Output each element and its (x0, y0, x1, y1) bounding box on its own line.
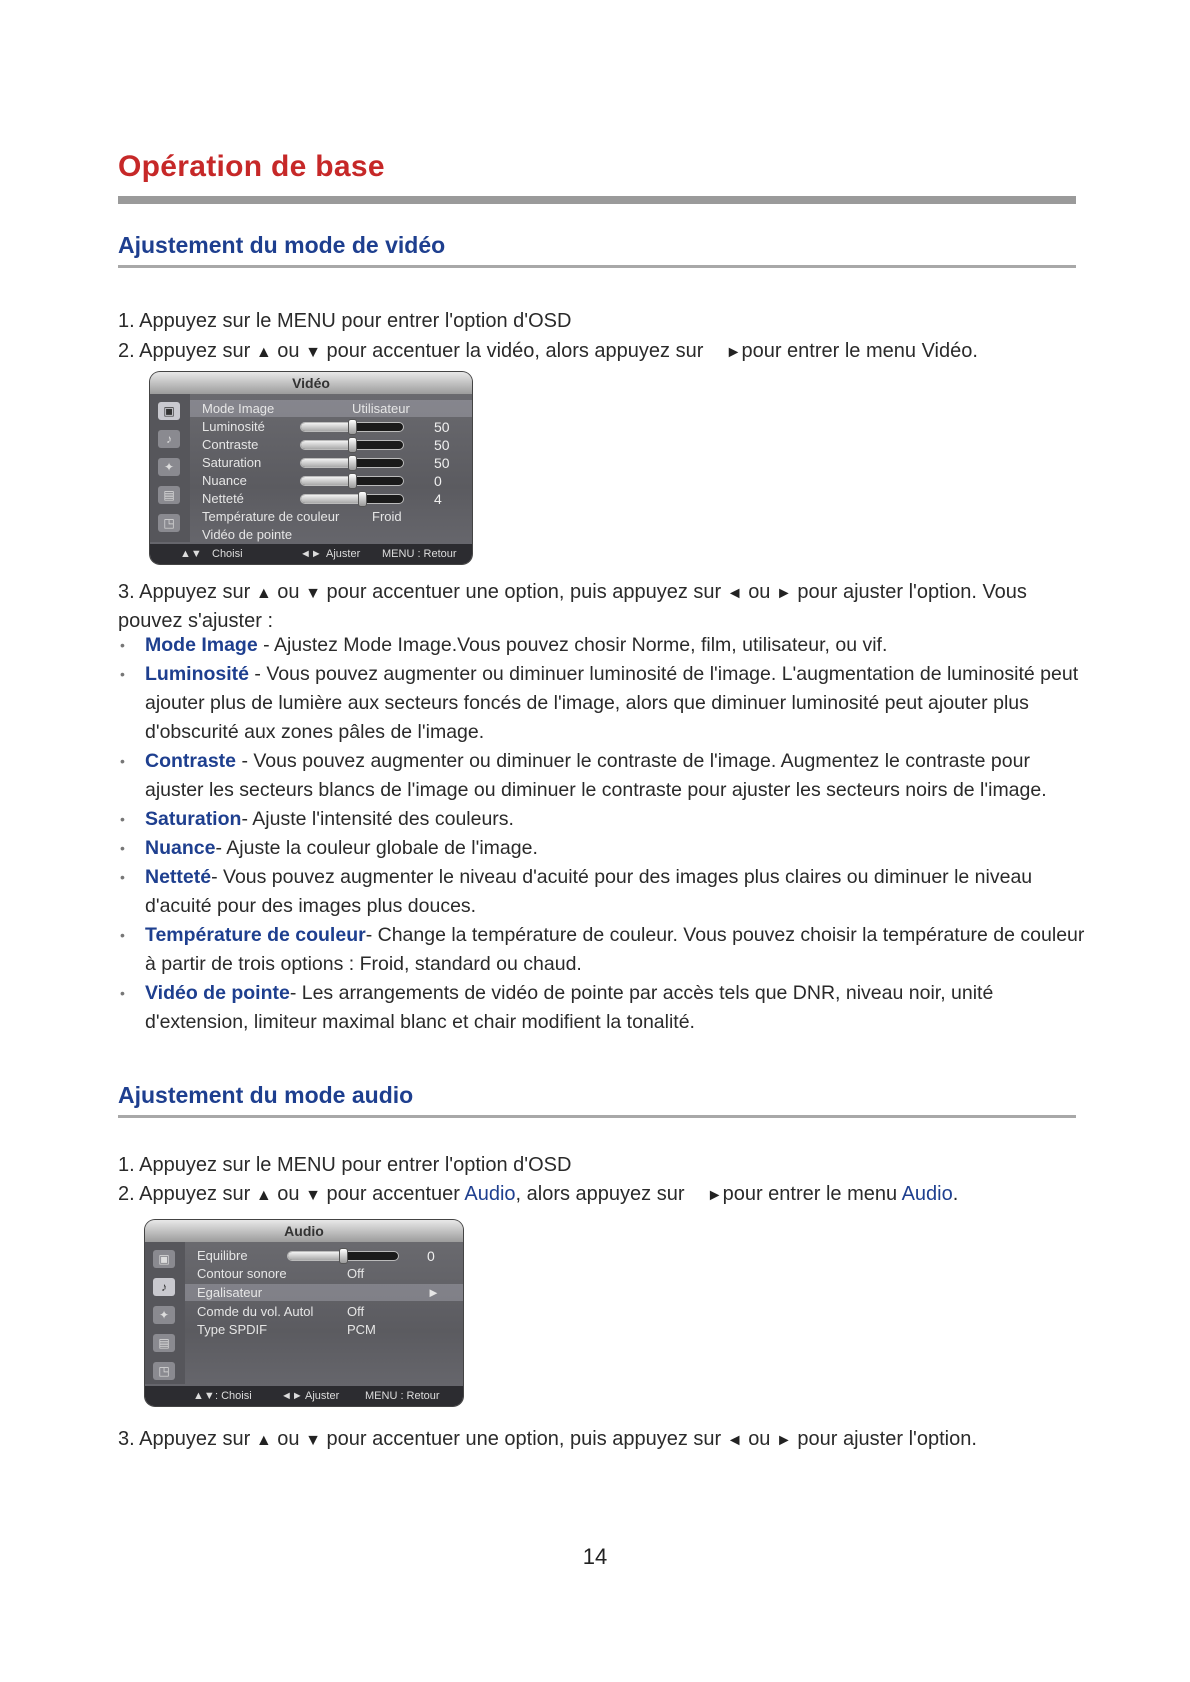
level-slider-knob (348, 473, 357, 489)
osd-foot-choose: Choisi (212, 548, 243, 560)
audio-step-3-c: pour accentuer une option, puis appuyez sur (326, 1428, 722, 1450)
option-description: - Ajuste l'intensité des couleurs. (241, 808, 514, 830)
down-arrow-icon: ▼ (305, 1432, 321, 1449)
audio-keyword-2: Audio (901, 1183, 953, 1205)
audio-step-2-b: ou (277, 1183, 300, 1205)
option-bullet (118, 747, 1088, 805)
osd-row-saturation: Saturation (202, 455, 262, 470)
audio-step-2-d: , alors appuyez sur (515, 1183, 685, 1205)
channel-icon: ◳ (153, 1362, 175, 1380)
osd-mode-value: Utilisateur (352, 401, 410, 416)
audio-section-rule (118, 1115, 1076, 1118)
level-slider-fill (301, 495, 362, 503)
bullet-dot-icon: • (120, 637, 125, 653)
level-value: 50 (434, 419, 450, 435)
channel-icon: ◳ (158, 514, 180, 532)
option-description: - Ajuste la couleur globale de l'image. (215, 837, 538, 859)
option-term: Contraste (145, 750, 237, 772)
title-rule (118, 196, 1076, 204)
bullet-dot-icon: • (120, 927, 125, 943)
option-bullet (118, 863, 1088, 921)
lock-icon: ▤ (158, 486, 180, 504)
right-arrow-icon: ► (725, 344, 742, 361)
level-value: 50 (434, 455, 450, 471)
audio-icon: ♪ (153, 1278, 175, 1296)
video-step-2-b: ou (277, 340, 300, 362)
video-option-list (118, 631, 1088, 1037)
osd-row-nuance: Nuance (202, 473, 247, 488)
down-arrow-icon: ▼ (305, 1187, 321, 1204)
video-step-2-a: 2. Appuyez sur (118, 340, 251, 362)
option-term: Température de couleur (145, 924, 366, 946)
audio-osd-menu (145, 1220, 463, 1406)
osd-row-nettete: Netteté (202, 491, 244, 506)
option-description: - Vous pouvez augmenter ou diminuer luminosité de l'image. L'augmentation de luminosité peut ajouter plus de lumière aux secteurs foncés de l'image, alors que diminuer luminosité peut ajouter plus d'obscurité aux zones pâles de l'image. (145, 663, 1079, 743)
lock-icon: ▤ (153, 1334, 175, 1352)
osd-foot-adjust: Ajuster (326, 548, 361, 560)
settings-icon: ✦ (158, 458, 180, 476)
osd-foot-menu: MENU : Retour (382, 548, 457, 560)
audio-step-3 (118, 1428, 977, 1451)
osd-volume-value: Off (347, 1304, 365, 1319)
video-step-3 (118, 581, 1027, 604)
audio-osd-sidebar (145, 1242, 185, 1384)
option-description: - Les arrangements de vidéo de pointe par accès tels que DNR, niveau noir, unité d'extension, limiteur maximal blanc et chair modifient la tonalité. (145, 982, 994, 1033)
up-arrow-icon: ▲ (255, 1432, 272, 1449)
video-step-2-d: pour entrer le menu Vidéo. (741, 340, 978, 362)
option-bullet (118, 660, 1088, 747)
osd-row-contour: Contour sonore (197, 1266, 287, 1281)
down-arrow-icon: ▼ (305, 344, 321, 361)
osd-row-luminosite: Luminosité (202, 419, 265, 434)
bullet-dot-icon: • (120, 753, 125, 769)
audio-keyword: Audio (464, 1183, 516, 1205)
option-bullet (118, 921, 1088, 979)
audio-step-2-a: 2. Appuyez sur (118, 1183, 251, 1205)
audio-step-2-f: . (952, 1183, 959, 1205)
bullet-dot-icon: • (120, 666, 125, 682)
audio-step-2-e: pour entrer le menu (722, 1183, 898, 1205)
up-arrow-icon: ▲ (255, 1187, 272, 1204)
osd-row-mode-image: Mode Image (202, 401, 275, 416)
level-value: 50 (434, 437, 450, 453)
video-step-3-a: 3. Appuyez sur (118, 581, 251, 603)
audio-section-heading: Ajustement du mode audio (118, 1082, 414, 1108)
option-bullet (118, 834, 1088, 863)
audio-osd-title: Audio (145, 1220, 463, 1242)
video-step-3-e: pour ajuster l'option. Vous (797, 581, 1027, 603)
level-slider-fill (301, 459, 352, 467)
option-description: - Change la température de couleur. Vous pouvez choisir la température de couleur à partir de trois options : Froid, standard ou chaud. (145, 924, 1085, 975)
page-title: Opération de base (118, 150, 385, 183)
option-description: - Vous pouvez augmenter ou diminuer le contraste de l'image. Augmentez le contraste pour ajuster les secteurs blancs de l'image ou diminuer le contraste pour ajuster les secteurs noirs de l'image. (145, 750, 1047, 801)
audio-step-3-a: 3. Appuyez sur (118, 1428, 251, 1450)
video-section-rule (118, 265, 1076, 268)
video-step-1: 1. Appuyez sur le MENU pour entrer l'option d'OSD (118, 310, 572, 332)
right-arrow-icon: ► (706, 1187, 723, 1204)
level-slider-fill (301, 423, 352, 431)
osd-contour-value: Off (347, 1266, 365, 1281)
video-osd-sidebar (150, 394, 190, 542)
option-bullet (118, 631, 1088, 660)
bullet-dot-icon: • (120, 869, 125, 885)
osd-row-contraste: Contraste (202, 437, 259, 452)
audio-step-3-d: ou (748, 1428, 771, 1450)
audio-icon: ♪ (158, 430, 180, 448)
nav-left-right-icon: ◄► (300, 548, 322, 560)
down-arrow-icon: ▼ (305, 585, 321, 602)
level-slider-knob (358, 491, 367, 507)
audio-osd-foot-choose: : Choisi (215, 1390, 252, 1402)
picture-icon: ▣ (158, 402, 180, 420)
audio-step-1: 1. Appuyez sur le MENU pour entrer l'option d'OSD (118, 1154, 572, 1176)
osd-row-equilibre: Equilibre (197, 1248, 248, 1263)
audio-step-3-e: pour ajuster l'option. (797, 1428, 977, 1450)
balance-slider-knob (339, 1248, 348, 1264)
osd-row-egalisateur: Egalisateur (197, 1285, 263, 1300)
option-term: Nuance (145, 837, 216, 859)
audio-step-2-c: pour accentuer (326, 1183, 460, 1205)
up-arrow-icon: ▲ (255, 344, 272, 361)
right-arrow-icon: ► (776, 1432, 792, 1449)
level-slider-fill (301, 441, 352, 449)
video-step-2 (118, 340, 978, 363)
settings-icon: ✦ (153, 1306, 175, 1324)
nav-up-down-icon: ▲▼ (193, 1390, 215, 1402)
osd-row-temperature: Température de couleur (202, 509, 340, 524)
option-description: - Vous pouvez augmenter le niveau d'acuité pour des images plus claires ou diminuer le niveau d'acuité pour des images plus douces. (145, 866, 1033, 917)
video-step-2-c: pour accentuer la vidéo, alors appuyez sur (326, 340, 704, 362)
option-bullet (118, 805, 1088, 834)
level-slider-knob (348, 455, 357, 471)
video-osd-footer (150, 544, 472, 564)
balance-value: 0 (427, 1248, 435, 1264)
nav-left-right-icon: ◄► (281, 1390, 303, 1402)
level-slider (300, 494, 404, 504)
balance-slider-fill (288, 1252, 343, 1260)
audio-osd-footer (145, 1386, 463, 1406)
osd-row-volume: Comde du vol. Autol (197, 1304, 314, 1319)
option-term: Luminosité (145, 663, 250, 685)
submenu-arrow-icon: ► (427, 1285, 440, 1300)
option-term: Vidéo de pointe (145, 982, 290, 1004)
video-osd-title: Vidéo (150, 372, 472, 394)
audio-osd-foot-menu: MENU : Retour (365, 1390, 440, 1402)
level-slider-fill (301, 477, 352, 485)
up-arrow-icon: ▲ (255, 585, 272, 602)
osd-row-spdif: Type SPDIF (197, 1322, 268, 1337)
video-step-3-c: pour accentuer une option, puis appuyez sur (326, 581, 722, 603)
right-arrow-icon: ► (776, 585, 792, 602)
nav-up-down-icon: ▲▼ (180, 548, 202, 560)
audio-step-3-b: ou (277, 1428, 300, 1450)
audio-osd-foot-adjust: Ajuster (305, 1390, 340, 1402)
option-description: - Ajustez Mode Image.Vous pouvez chosir Norme, film, utilisateur, ou vif. (257, 634, 888, 656)
bullet-dot-icon: • (120, 840, 125, 856)
osd-temp-value: Froid (372, 509, 402, 524)
bullet-dot-icon: • (120, 985, 125, 1001)
level-slider-knob (348, 419, 357, 435)
page-number: 14 (582, 1544, 608, 1569)
level-value: 4 (434, 491, 442, 507)
left-arrow-icon: ◄ (726, 1432, 743, 1449)
level-slider-knob (348, 437, 357, 453)
level-value: 0 (434, 473, 442, 489)
option-bullet (118, 979, 1088, 1037)
video-osd-menu (150, 372, 472, 564)
bullet-dot-icon: • (120, 811, 125, 827)
left-arrow-icon: ◄ (726, 585, 743, 602)
video-step-3-b: ou (277, 581, 300, 603)
video-step-3-line-2: pouvez s'ajuster : (118, 610, 274, 632)
video-step-3-d: ou (748, 581, 771, 603)
option-term: Saturation (145, 808, 242, 830)
osd-spdif-value: PCM (347, 1322, 376, 1337)
picture-icon: ▣ (153, 1250, 175, 1268)
audio-step-2 (118, 1183, 958, 1206)
osd-row-video-pointe: Vidéo de pointe (202, 527, 293, 542)
option-term: Netteté (145, 866, 212, 888)
video-section-heading: Ajustement du mode de vidéo (118, 232, 446, 258)
option-term: Mode Image (145, 634, 258, 656)
